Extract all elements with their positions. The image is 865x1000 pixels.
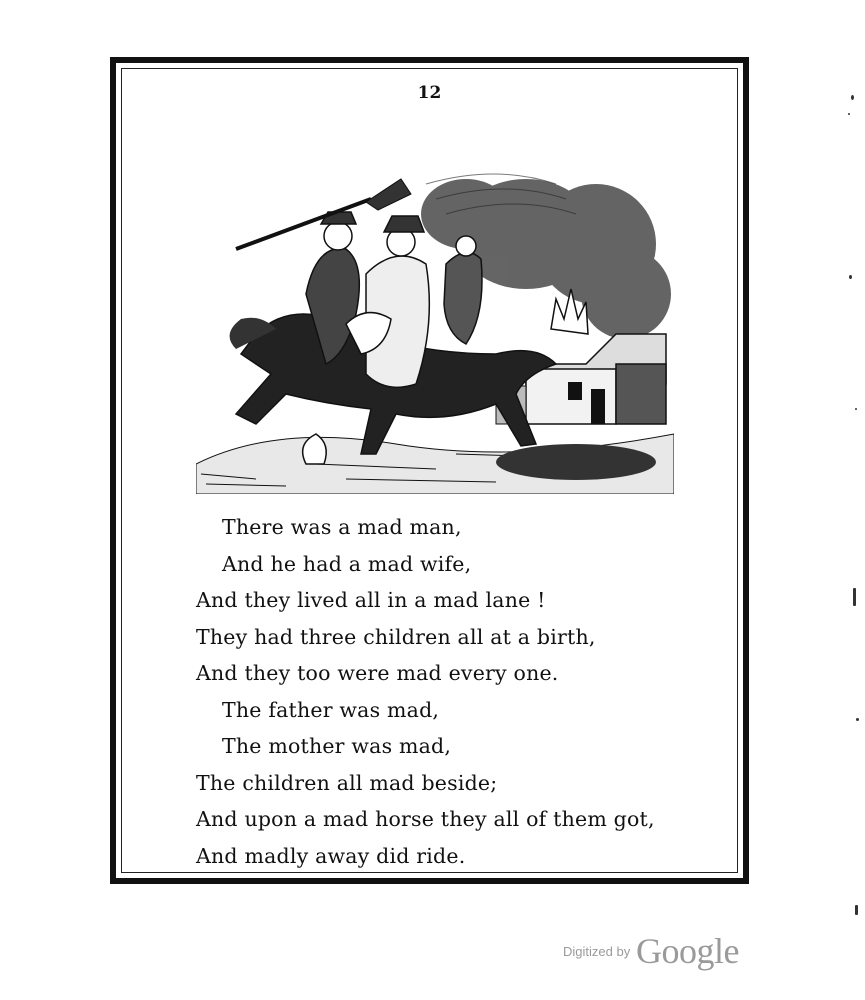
poem-line: The father was mad, — [222, 697, 440, 722]
google-logo: Google — [636, 931, 739, 971]
poem-line: And they lived all in a mad lane ! — [196, 588, 546, 612]
page-border — [110, 57, 749, 884]
woodcut-illustration — [196, 124, 674, 494]
page-number: 12 — [417, 83, 442, 103]
page-inner-border — [121, 68, 738, 873]
poem-line: And he had a mad wife, — [222, 551, 472, 576]
poem-line: And upon a mad horse they all of them got, — [196, 807, 655, 831]
poem-line: There was a mad man, — [222, 515, 462, 539]
poem-line: And they too were mad every one. — [196, 661, 559, 685]
poem-line: They had three children all at a birth, — [196, 624, 596, 649]
poem-line: The mother was mad, — [222, 734, 452, 758]
poem-line: And madly away did ride. — [196, 843, 466, 868]
poem-line: The children all mad beside; — [196, 770, 498, 795]
riders — [303, 212, 482, 464]
poem — [196, 509, 716, 874]
digitized-label: Digitized by — [563, 944, 631, 959]
bush — [496, 444, 656, 480]
